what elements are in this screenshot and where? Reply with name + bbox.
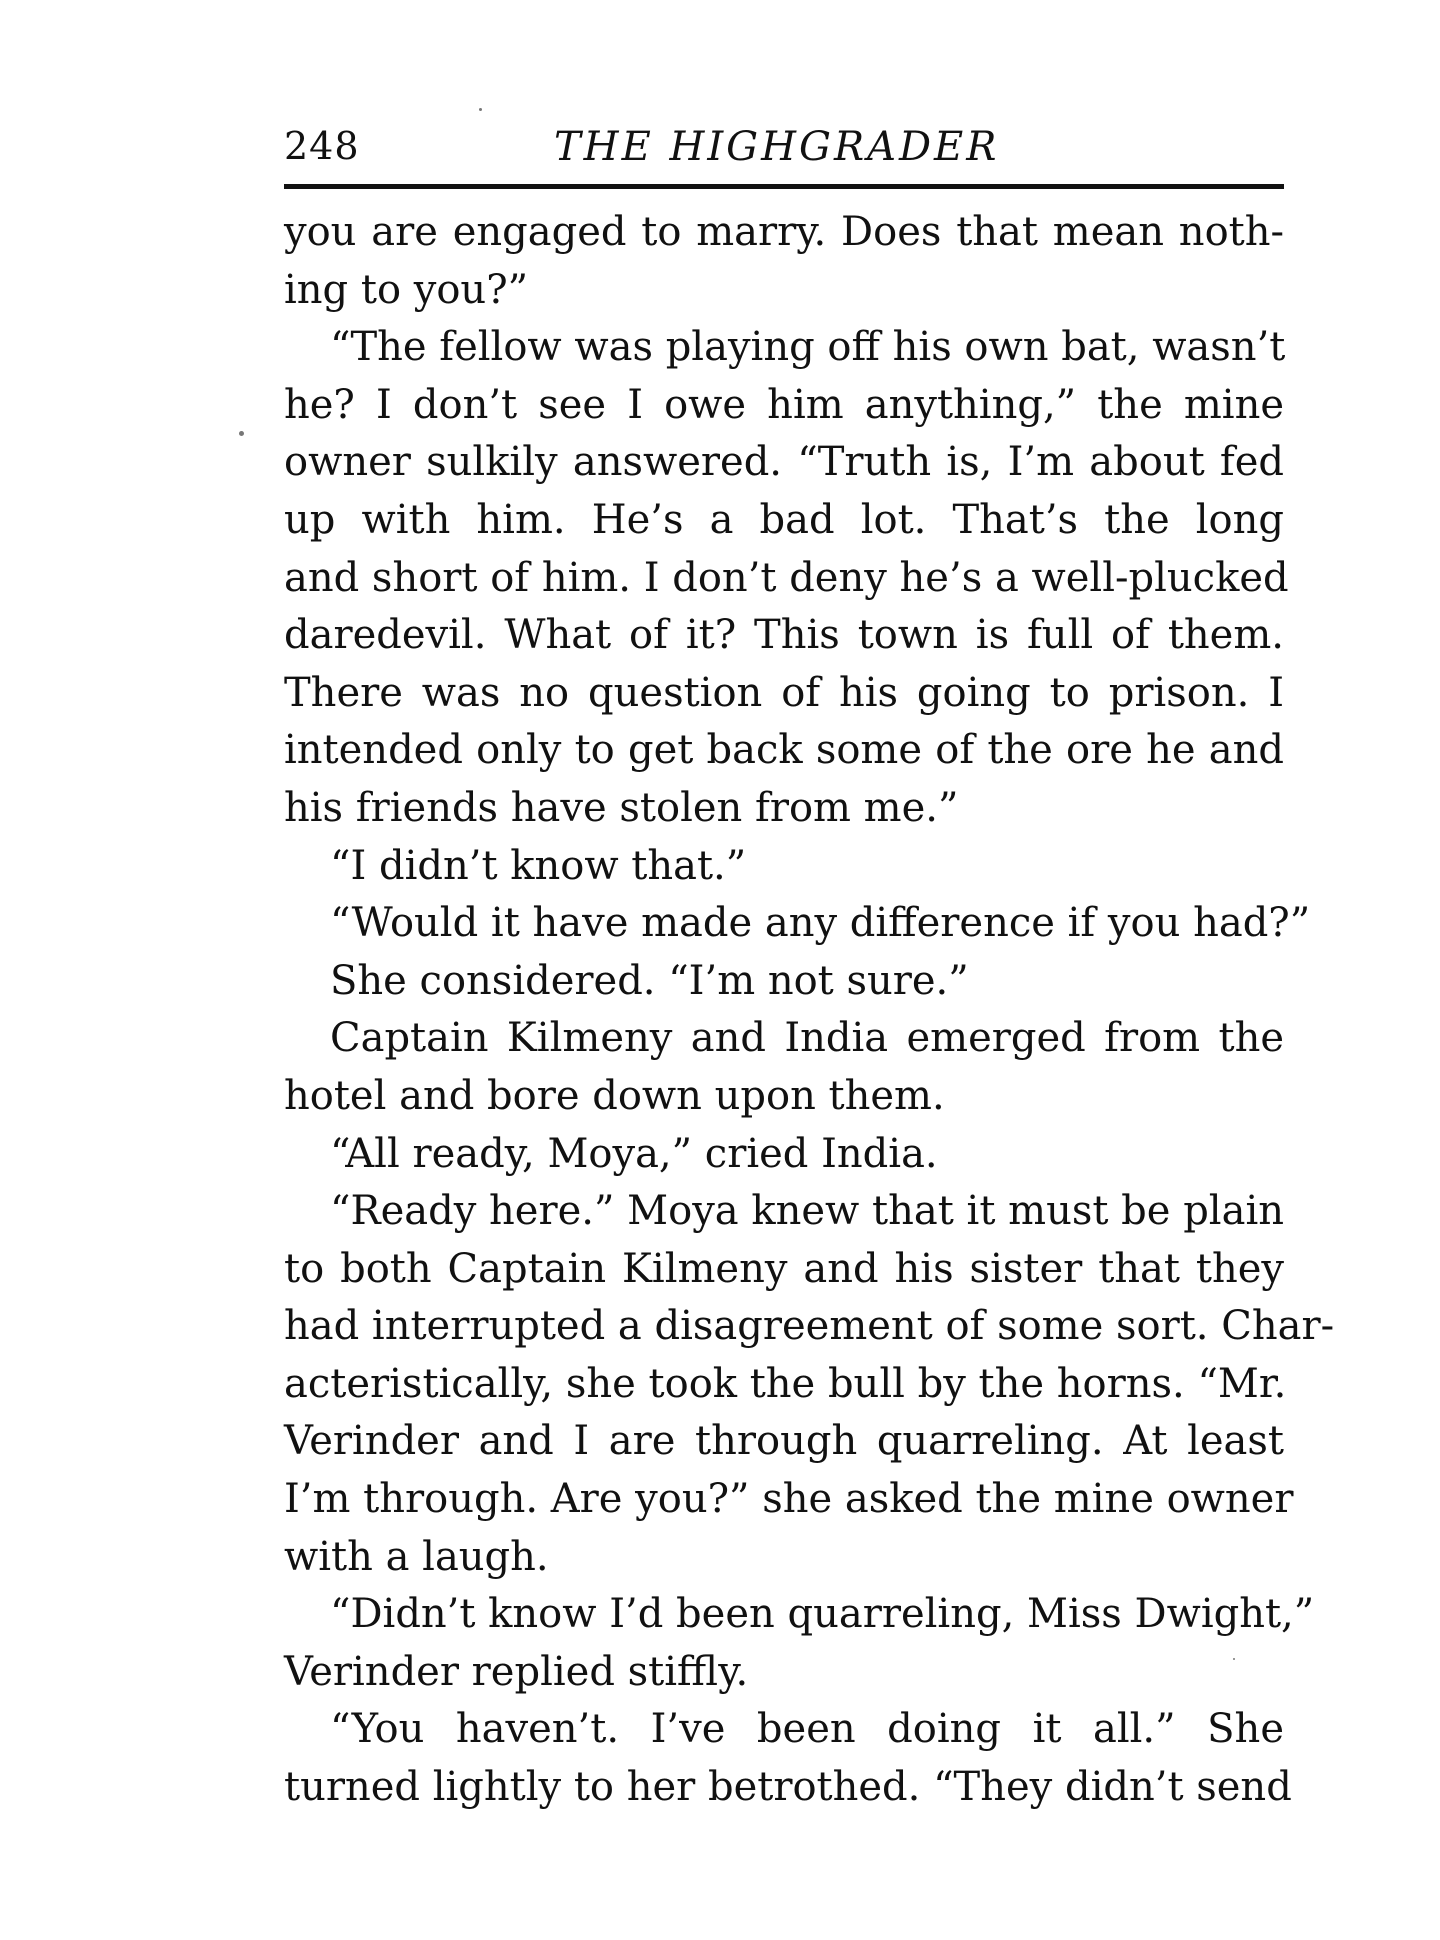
text-line: “You haven’t. I’ve been doing it all.” She <box>330 1706 1284 1753</box>
text-line: Verinder and I are through quarreling. At least <box>284 1418 1284 1465</box>
text-line: “The fellow was playing off his own bat, wasn’t <box>330 324 1286 371</box>
text-line: “Didn’t know I’d been quarreling, Miss Dwight,” <box>330 1591 1315 1638</box>
page-number: 248 <box>284 124 360 168</box>
text-line: and short of him. I don’t deny he’s a well-plucked <box>284 554 1289 601</box>
text-line: daredevil. What of it? This town is full of them. <box>284 612 1284 659</box>
text-line: intended only to get back some of the ore he and <box>284 727 1284 774</box>
text-line: “Would it have made any difference if you had?” <box>330 900 1311 947</box>
text-line: had interrupted a disagreement of some sort. Char- <box>284 1303 1335 1350</box>
text-line: She considered. “I’m not sure.” <box>330 957 969 1004</box>
page-header <box>284 124 1284 176</box>
text-line: to both Captain Kilmeny and his sister that they <box>284 1245 1284 1292</box>
header-rule <box>284 184 1284 189</box>
text-line: ing to you?” <box>284 266 529 313</box>
text-line: up with him. He’s a bad lot. That’s the long <box>284 496 1284 543</box>
text-line: turned lightly to her betrothed. “They didn’t send <box>284 1764 1292 1811</box>
text-line: with a laugh. <box>284 1533 549 1580</box>
text-line: “I didn’t know that.” <box>330 842 747 889</box>
text-line: “Ready here.” Moya knew that it must be plain <box>330 1188 1284 1235</box>
scan-speck <box>479 108 482 111</box>
text-line: Captain Kilmeny and India emerged from the <box>330 1015 1284 1062</box>
text-line: hotel and bore down upon them. <box>284 1072 945 1119</box>
text-line: owner sulkily answered. “Truth is, I’m about fed <box>284 439 1284 486</box>
scan-speck <box>1233 1658 1235 1660</box>
text-line: you are engaged to marry. Does that mean noth- <box>284 209 1284 255</box>
text-line: Verinder replied stiffly. <box>284 1648 749 1695</box>
body-text <box>284 204 1335 1817</box>
text-line: he? I don’t see I owe him anything,” the mine <box>284 381 1284 428</box>
text-line: I’m through. Are you?” she asked the mine owner <box>284 1476 1294 1523</box>
text-line: “All ready, Moya,” cried India. <box>330 1130 938 1177</box>
text-line: acteristically, she took the bull by the horns. “Mr. <box>284 1360 1287 1407</box>
scan-speck <box>239 431 244 436</box>
text-line: his friends have stolen from me.” <box>284 784 959 831</box>
running-head: THE HIGHGRADER <box>554 124 1000 170</box>
text-line: There was no question of his going to prison. I <box>284 669 1284 716</box>
